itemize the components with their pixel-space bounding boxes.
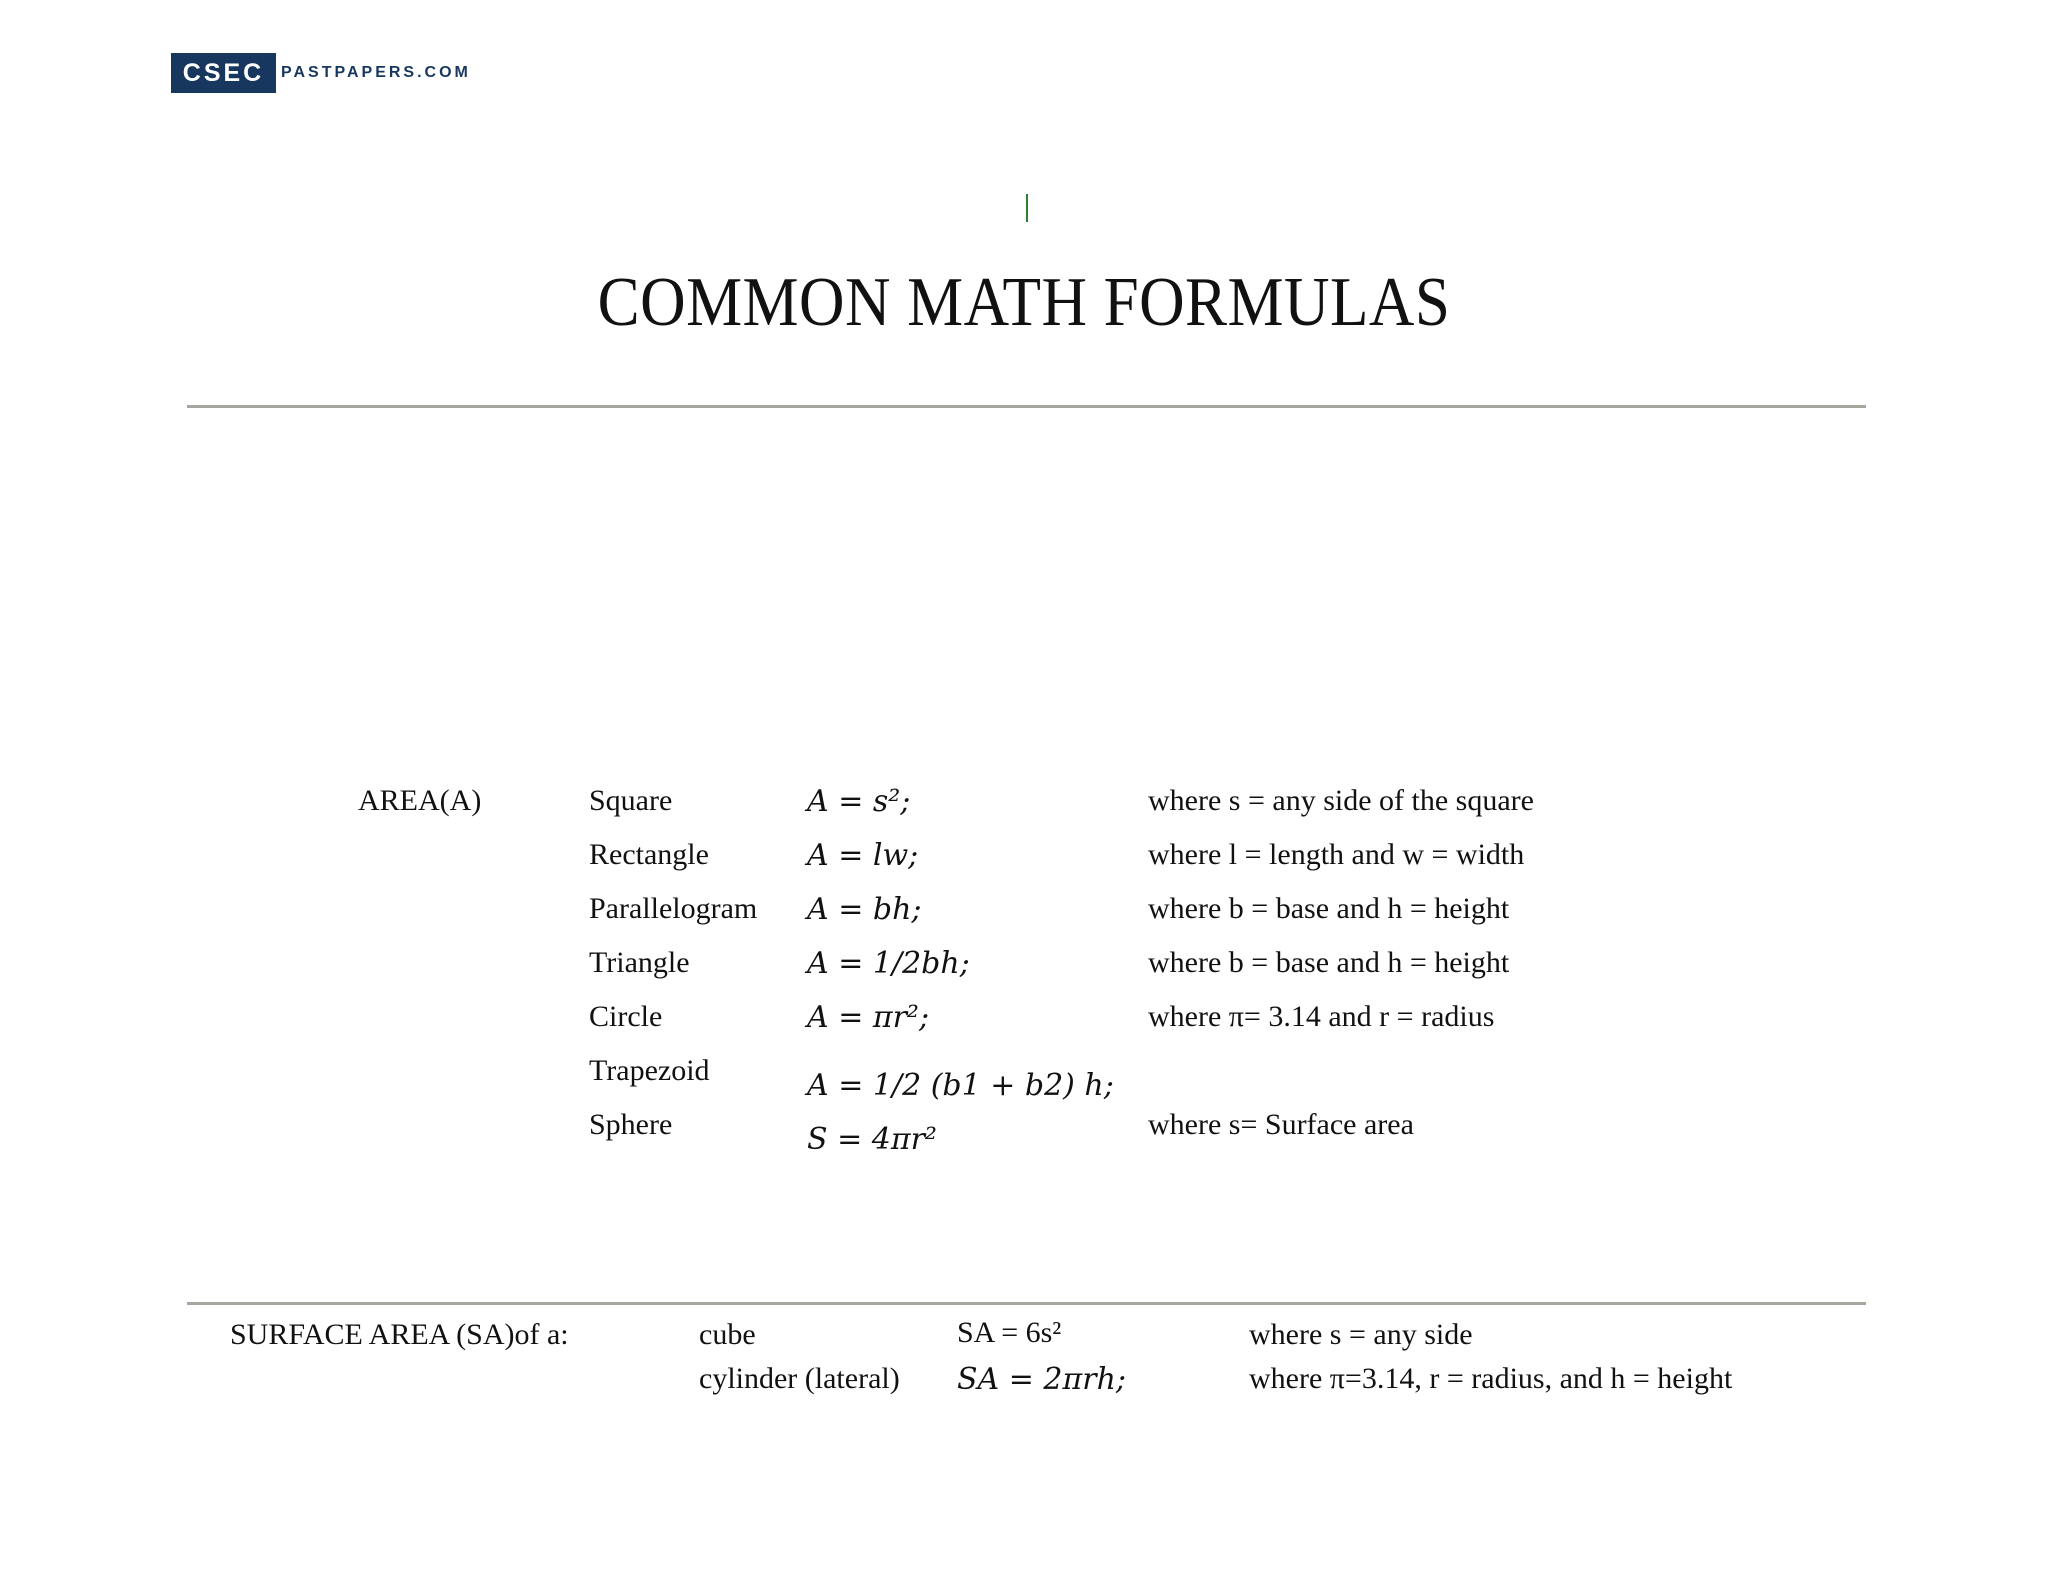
area-formula-trapezoid: A = 1/2 (b1 + b2) h; bbox=[807, 1068, 1114, 1103]
area-formula-parallelogram: A = bh; bbox=[807, 892, 922, 927]
area-formula-square: A = s²; bbox=[807, 784, 911, 819]
area-shape-parallelogram: Parallelogram bbox=[589, 892, 758, 925]
area-formula-sphere: S = 4πr² bbox=[807, 1122, 937, 1157]
site-logo bbox=[171, 53, 471, 93]
sa-desc-cylinder: where π=3.14, r = radius, and h = height bbox=[1249, 1362, 1733, 1395]
area-shape-square: Square bbox=[589, 784, 673, 817]
area-section-label: AREA(A) bbox=[358, 784, 482, 817]
surface-area-section-label: SURFACE AREA (SA)of a: bbox=[230, 1318, 569, 1351]
area-desc-square: where s = any side of the square bbox=[1148, 784, 1534, 817]
sa-formula-cylinder: SA = 2πrh; bbox=[957, 1362, 1126, 1397]
area-formula-triangle: A = 1/2bh; bbox=[807, 946, 970, 981]
area-desc-triangle: where b = base and h = height bbox=[1148, 946, 1510, 979]
area-shape-circle: Circle bbox=[589, 1000, 663, 1033]
area-desc-rectangle: where l = length and w = width bbox=[1148, 838, 1525, 871]
sa-shape-cylinder: cylinder (lateral) bbox=[699, 1362, 900, 1395]
area-shape-rectangle: Rectangle bbox=[589, 838, 709, 871]
text-cursor bbox=[1026, 194, 1028, 222]
bottom-divider bbox=[187, 1302, 1866, 1305]
area-shape-trapezoid: Trapezoid bbox=[589, 1054, 710, 1087]
sa-desc-cube: where s = any side bbox=[1249, 1318, 1473, 1351]
area-formula-circle: A = πr²; bbox=[807, 1000, 930, 1035]
page-title: COMMON MATH FORMULAS bbox=[597, 264, 1451, 341]
logo-box: CSEC bbox=[171, 53, 276, 93]
area-formula-rectangle: A = lw; bbox=[807, 838, 919, 873]
logo-text: PASTPAPERS.COM bbox=[281, 64, 471, 81]
area-shape-triangle: Triangle bbox=[589, 946, 690, 979]
top-divider bbox=[187, 405, 1866, 408]
area-desc-circle: where π= 3.14 and r = radius bbox=[1148, 1000, 1495, 1033]
sa-shape-cube: cube bbox=[699, 1318, 756, 1351]
area-desc-parallelogram: where b = base and h = height bbox=[1148, 892, 1510, 925]
area-desc-sphere: where s= Surface area bbox=[1148, 1108, 1414, 1141]
area-shape-sphere: Sphere bbox=[589, 1108, 673, 1141]
sa-formula-cube: SA = 6s² bbox=[957, 1316, 1062, 1349]
